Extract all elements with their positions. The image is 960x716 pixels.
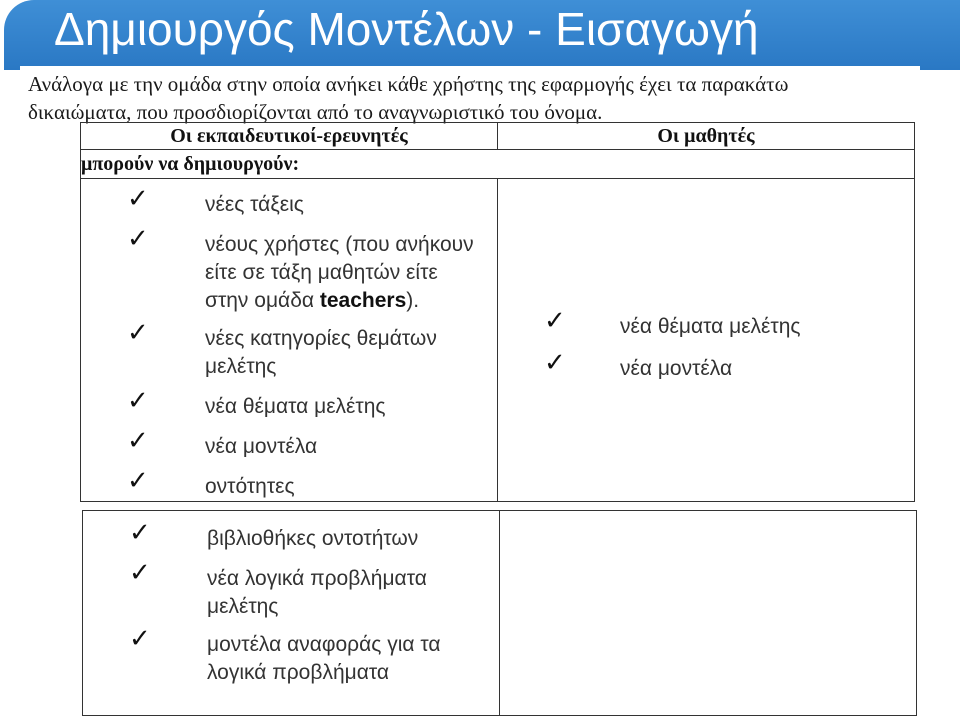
list-item: ✓ νέες τάξεις [127, 184, 304, 216]
checkmark-icon: ✓ [127, 184, 149, 214]
checkmark-icon: ✓ [129, 558, 151, 588]
teachers-column-header: Οι εκπαιδευτικοί-ερευνητές [81, 123, 498, 150]
checkmark-icon: ✓ [129, 624, 151, 654]
teachers-permissions-cell [81, 179, 498, 502]
list-item: ✓ νέα λογικά προβλήματα μελέτης [129, 558, 427, 618]
list-item: ✓ νέα θέματα μελέτης [127, 386, 386, 418]
document-page [20, 66, 920, 716]
teachers-permissions-cell-continued [83, 511, 500, 716]
checkmark-icon: ✓ [127, 426, 149, 456]
checkmark-icon: ✓ [127, 224, 149, 254]
list-item: ✓ νέα μοντέλα [127, 426, 318, 458]
list-item: ✓ νέα μοντέλα [544, 348, 733, 380]
students-permissions-cell-continued [500, 511, 917, 716]
checkmark-icon: ✓ [129, 518, 151, 548]
intro-line-1: Ανάλογα με την ομάδα στην οποία ανήκει κάθε χρήστης της εφαρμογής έχει τα παρακάτω [28, 72, 789, 96]
checkmark-icon: ✓ [544, 306, 566, 336]
intro-line-2: δικαιώματα, που προσδιορίζονται από το αναγνωριστικό του όνομα. [28, 100, 603, 124]
list-item: ✓ νέες κατηγορίες θεμάτων μελέτης [127, 318, 437, 378]
checkmark-icon: ✓ [544, 348, 566, 378]
permissions-table [80, 122, 915, 502]
checkmark-icon: ✓ [127, 386, 149, 416]
students-column-header: Οι μαθητές [498, 123, 915, 150]
slide-title: Δημιουργός Μοντέλων - Εισαγωγή [54, 3, 759, 55]
list-item: ✓ βιβλιοθήκες οντοτήτων [129, 518, 419, 550]
list-item: ✓ μοντέλα αναφοράς για τα λογικά προβλήματα [129, 624, 441, 684]
checkmark-icon: ✓ [127, 466, 149, 496]
intro-paragraph [28, 70, 908, 126]
checkmark-icon: ✓ [127, 318, 149, 348]
slide-title-bar [4, 0, 960, 70]
students-permissions-cell [498, 179, 915, 502]
list-item: ✓ οντότητες [127, 466, 295, 498]
can-create-subheader: μπορούν να δημιουργούν: [81, 150, 915, 179]
permissions-table-continued [82, 510, 917, 716]
list-item: ✓ νέους χρήστες (που ανήκουν είτε σε τάξη μαθητών είτε στην ομάδα teachers). [127, 224, 474, 312]
list-item: ✓ νέα θέματα μελέτης [544, 306, 801, 338]
